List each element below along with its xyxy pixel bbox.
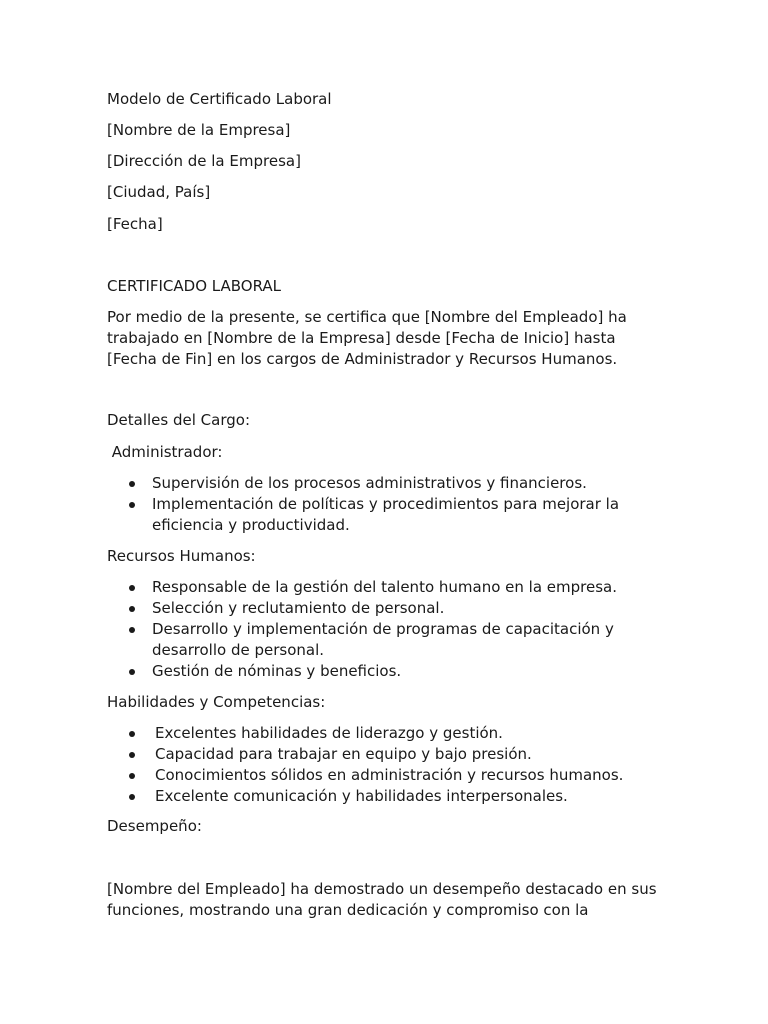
list-item: Implementación de políticas y procedimientos para mejorar la eficiencia y productividad. xyxy=(107,494,667,536)
list-item: Capacidad para trabajar en equipo y bajo presión. xyxy=(107,744,667,765)
performance-text: [Nombre del Empleado] ha demostrado un desempeño destacado en sus funciones, mostrando una gran dedicación y compromiso con la xyxy=(107,880,657,919)
certificate-intro: Por medio de la presente, se certifica que [Nombre del Empleado] ha trabajado en [Nombre de la Empresa] desde [Fecha de Inicio] hasta [Fecha de Fin] en los cargos de Administrador y Recursos Humanos. xyxy=(107,308,627,368)
performance-heading: Desempeño: xyxy=(107,817,202,835)
list-item: Desarrollo y implementación de programas de capacitación y desarrollo de personal. xyxy=(107,619,667,661)
list-item: Excelentes habilidades de liderazgo y gestión. xyxy=(107,723,667,744)
hr-list xyxy=(107,577,667,682)
city-country: [Ciudad, País] xyxy=(107,183,211,201)
list-item: Responsable de la gestión del talento humano en la empresa. xyxy=(107,577,667,598)
bullet-icon xyxy=(129,585,135,591)
bullet-icon xyxy=(129,502,135,508)
bullet-icon xyxy=(129,669,135,675)
skills-list xyxy=(107,723,667,807)
bullet-icon xyxy=(129,752,135,758)
list-item: Conocimientos sólidos en administración y recursos humanos. xyxy=(107,765,667,786)
list-item: Gestión de nóminas y beneficios. xyxy=(107,661,667,682)
model-title: Modelo de Certificado Laboral xyxy=(107,90,332,108)
bullet-icon xyxy=(129,731,135,737)
bullet-icon xyxy=(129,627,135,633)
admin-list xyxy=(107,473,667,536)
certificate-title: CERTIFICADO LABORAL xyxy=(107,277,282,295)
hr-heading: Recursos Humanos: xyxy=(107,547,256,565)
list-item: Supervisión de los procesos administrativos y financieros. xyxy=(107,473,667,494)
bullet-icon xyxy=(129,606,135,612)
list-item: Excelente comunicación y habilidades interpersonales. xyxy=(107,786,667,807)
list-item: Selección y reclutamiento de personal. xyxy=(107,598,667,619)
document-date: [Fecha] xyxy=(107,215,163,233)
admin-heading: Administrador: xyxy=(107,443,223,461)
details-heading: Detalles del Cargo: xyxy=(107,411,251,429)
company-address: [Dirección de la Empresa] xyxy=(107,152,301,170)
bullet-icon xyxy=(129,794,135,800)
bullet-icon xyxy=(129,481,135,487)
bullet-icon xyxy=(129,773,135,779)
skills-heading: Habilidades y Competencias: xyxy=(107,693,326,711)
company-name: [Nombre de la Empresa] xyxy=(107,121,291,139)
